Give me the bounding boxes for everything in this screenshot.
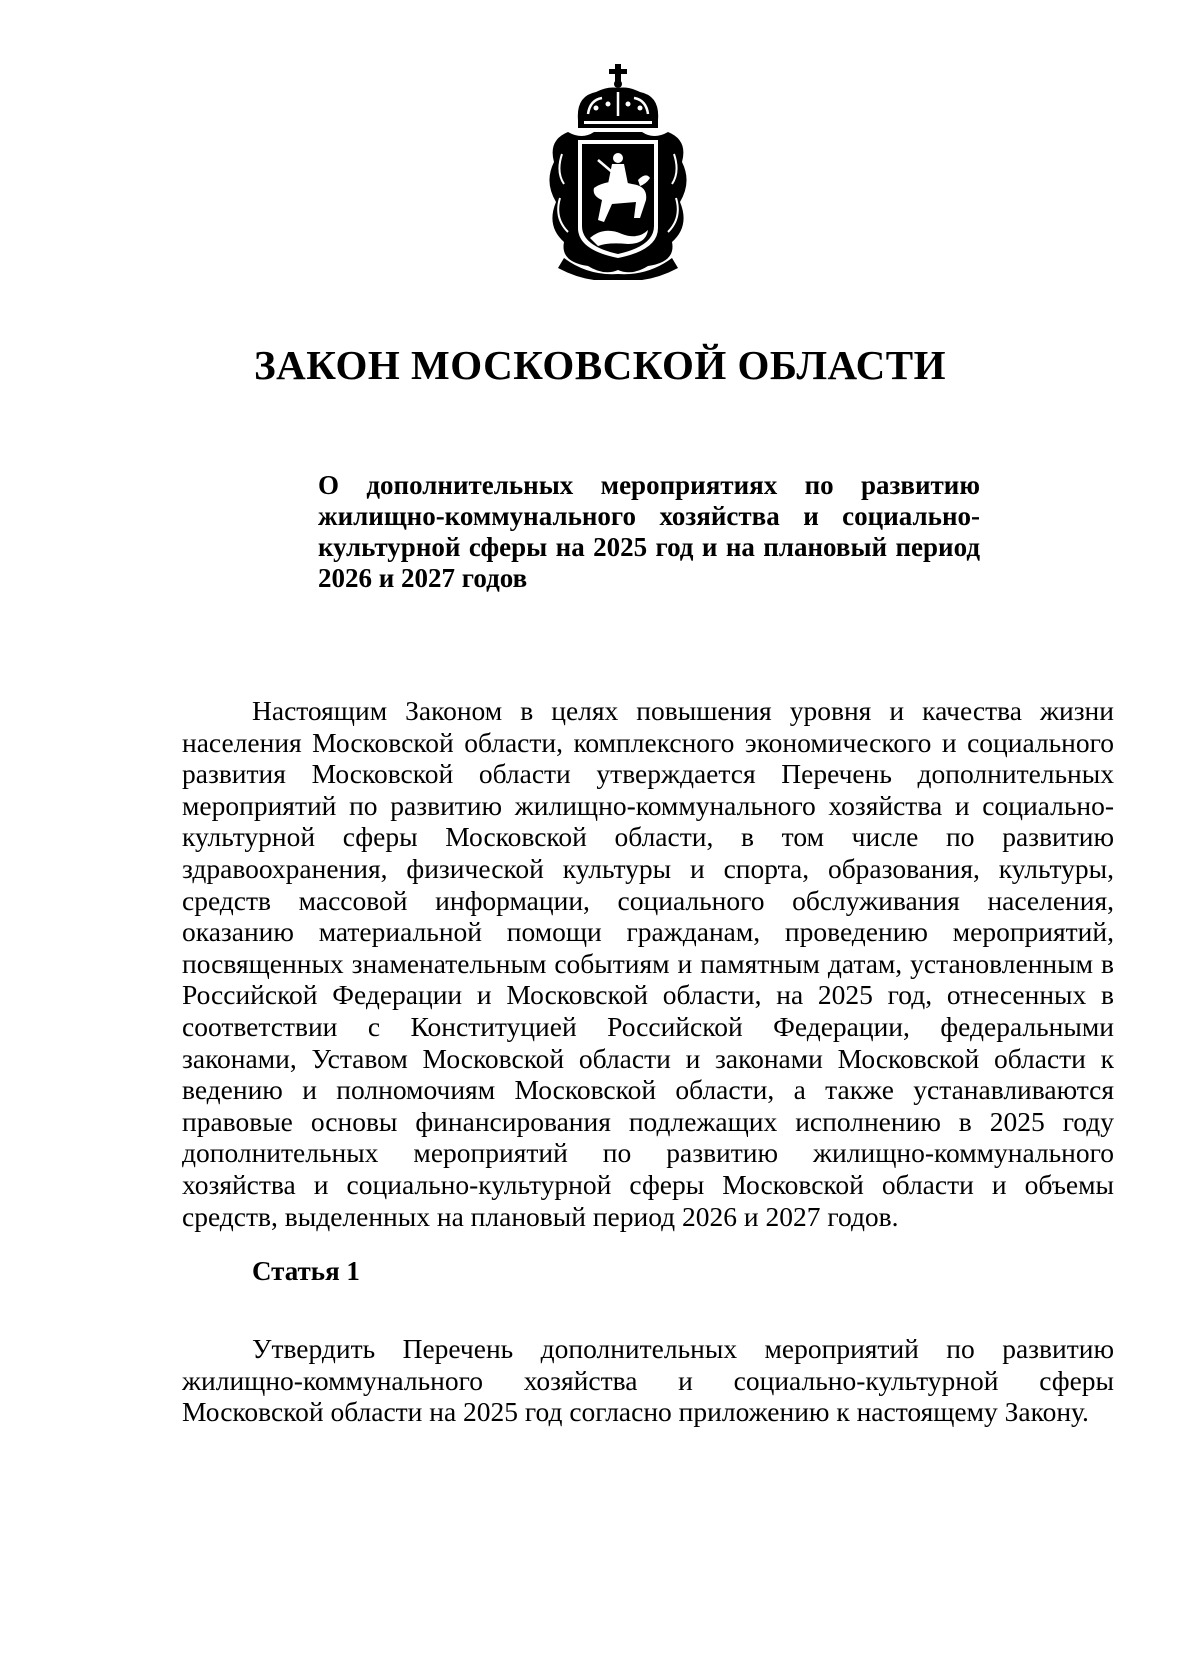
article-1-heading: Статья 1 — [252, 1256, 360, 1286]
law-subject-heading: О дополнительных мероприятиях по развитию жилищно-коммунального хозяйства и социально-культурной сферы на 2025 год и на плановый период 2026 и 2027 годов — [318, 470, 980, 593]
coat-of-arms-icon — [538, 62, 698, 280]
article-1-text: Утвердить Перечень дополнительных мероприятий по развитию жилищно-коммунального хозяйства и социально-культурной сферы Московской области на 2025 год согласно приложению к настоящему Закону. — [182, 1333, 1114, 1428]
document-title: ЗАКОН МОСКОВСКОЙ ОБЛАСТИ — [254, 342, 946, 388]
preamble-paragraph: Настоящим Законом в целях повышения уровня и качества жизни населения Московской области, комплексного экономического и социального развития Московской области утверждается Перечень дополнительных мероприятий по развитию жилищно-коммунального хозяйства и социально-культурной сферы Московской области, в том числе по развитию здравоохранения, физической культуры и спорта, образования, культуры, средств массовой информации, социального обслуживания населения, оказанию материальной помощи гражданам, проведению мероприятий, посвященных знаменательным событиям и памятным датам, установленным в Российской Федерации и Московской области, на 2025 год, отнесенных в соответствии с Конституцией Российской Федерации, федеральными законами, Уставом Московской области и законами Московской области к ведению и полномочиям Московской области, а также устанавливаются правовые основы финансирования подлежащих исполнению в 2025 году дополнительных мероприятий по развитию жилищно-коммунального хозяйства и социально-культурной сферы Московской области и объемы средств, выделенных на плановый период 2026 и 2027 годов. — [182, 695, 1114, 1232]
